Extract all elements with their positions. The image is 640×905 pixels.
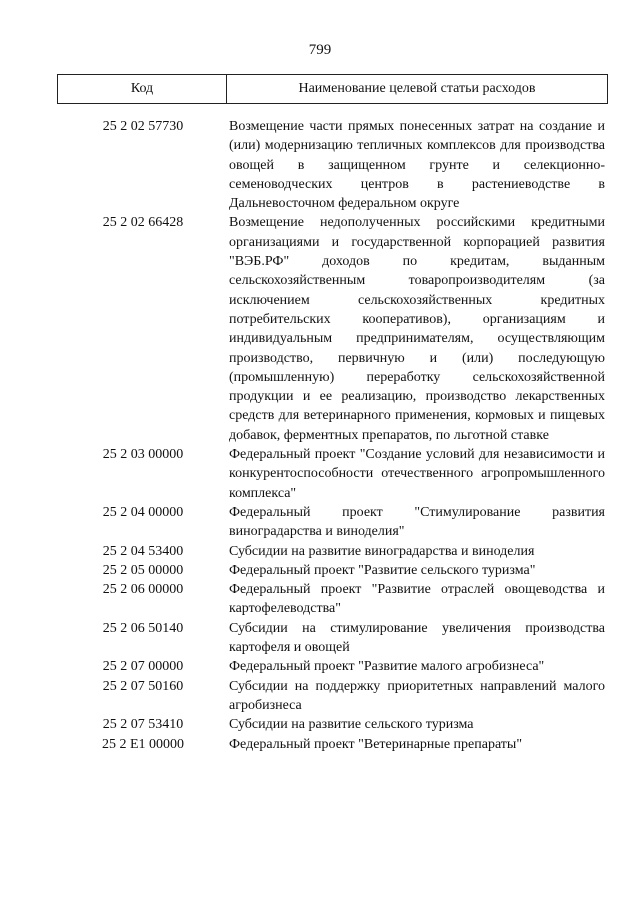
table-row <box>57 715 608 734</box>
row-code: 25 2 07 53410 <box>102 717 184 733</box>
table-row <box>57 542 608 561</box>
table-row <box>57 213 608 445</box>
table-row <box>57 503 608 542</box>
table-row <box>57 735 608 754</box>
row-name: Федеральный проект "Развитие отраслей овощеводства и картофелеводства" <box>229 582 605 617</box>
table-row <box>57 561 608 580</box>
row-code: 25 2 02 66428 <box>102 215 184 231</box>
table-row <box>57 619 608 658</box>
row-code: 25 2 06 50140 <box>102 620 184 636</box>
row-code: 25 2 02 57730 <box>102 119 184 134</box>
row-name: Федеральный проект "Создание условий для независимости и конкурентоспособности отечественного агропромышленного комплекса" <box>229 447 605 501</box>
row-name: Федеральный проект "Ветеринарные препараты" <box>229 736 523 752</box>
table-row <box>57 117 608 213</box>
table-row <box>57 657 608 676</box>
row-code: 25 2 Е1 00000 <box>101 736 185 752</box>
row-name: Федеральный проект "Развитие сельского туризма" <box>229 562 536 578</box>
row-name: Субсидии на поддержку приоритетных направлений малого агробизнеса <box>229 678 605 713</box>
row-code: 25 2 04 53400 <box>102 543 184 559</box>
row-code: 25 2 04 00000 <box>102 504 184 520</box>
header-name: Наименование целевой статьи расходов <box>298 81 536 96</box>
row-name: Федеральный проект "Развитие малого агробизнеса" <box>229 659 545 675</box>
table-row <box>57 677 608 716</box>
row-name: Субсидии на стимулирование увеличения производства картофеля и овощей <box>229 620 605 656</box>
table-row <box>57 445 608 503</box>
row-name: Возмещение части прямых понесенных затрат на создание и (или) модернизацию тепличных комплексов для производства овощей в защищенном грунте и селекционно-семеноводческих центров в растениеводстве в Дальневосточном федеральном округе <box>229 119 605 212</box>
row-code: 25 2 05 00000 <box>102 562 184 578</box>
row-name: Субсидии на развитие виноградарства и виноделия <box>229 543 535 559</box>
row-name: Субсидии на развитие сельского туризма <box>229 717 474 733</box>
table-row <box>57 580 608 619</box>
row-code: 25 2 07 50160 <box>102 678 184 694</box>
table-header <box>57 74 608 104</box>
header-code: Код <box>58 75 227 103</box>
row-name: Возмещение недополученных российскими кредитными организациями и государственной корпорацией развития "ВЭБ.РФ" доходов по кредитам, выданным сельскохозяйственным товаропроизводителям (за исключением сельскохозяйственных кредитных потребительских кооперативов), организациям и индивидуальным предпринимателям, осуществляющим производство, первичную и (или) последующую (промышленную) переработку сельскохозяйственной продукции и ее реализацию, производство лекарственных средств для ветеринарного применения, кормовых и пищевых добавок, ферментных препаратов, по льготной ставке <box>229 215 605 443</box>
row-code: 25 2 03 00000 <box>102 447 184 463</box>
table-body <box>57 117 608 754</box>
row-name: Федеральный проект "Стимулирование развития виноградарства и виноделия" <box>229 504 605 540</box>
row-code: 25 2 06 00000 <box>102 582 184 598</box>
page-number: 799 <box>308 42 332 58</box>
row-code: 25 2 07 00000 <box>102 659 184 675</box>
